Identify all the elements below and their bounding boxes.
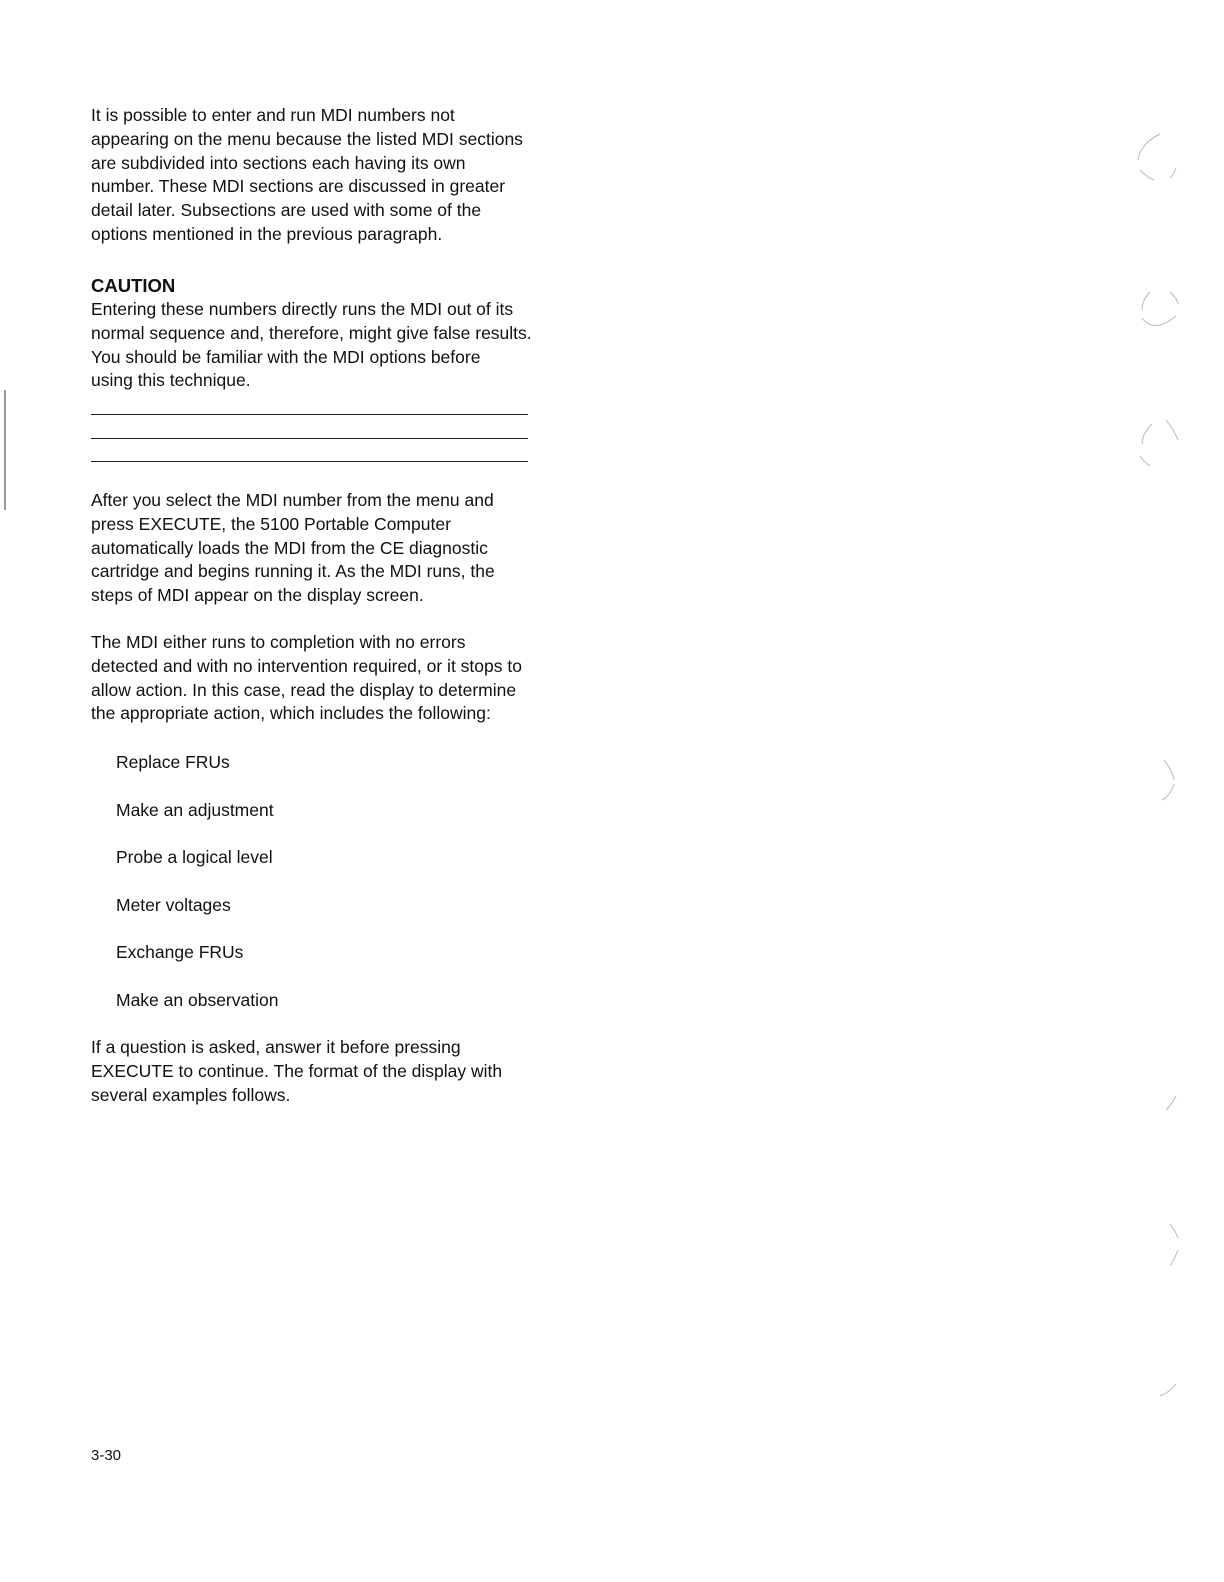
- hole-mark: [1170, 1224, 1178, 1266]
- caution-paragraph: Entering these numbers directly runs the MDI out of its normal sequence and, therefore, might give false results. You should be familiar with the MDI options before using this technique.: [91, 299, 532, 391]
- action-list: [116, 750, 278, 1036]
- hole-mark: [1140, 420, 1178, 466]
- intro-paragraph: It is possible to enter and run MDI numbers not appearing on the menu because the listed MDI sections are subdivided into sections each having its own number. These MDI sections are discussed in greater detail later. Subsections are used with some of the options mentioned in the previous paragraph.: [91, 105, 523, 244]
- list-item: Exchange FRUs: [116, 942, 244, 963]
- binder-hole-marks: [1120, 120, 1200, 1420]
- question-paragraph: If a question is asked, answer it before pressing EXECUTE to continue. The format of the display with several examples follows.: [91, 1037, 503, 1105]
- hole-mark: [1160, 1384, 1176, 1396]
- list-item: Meter voltages: [116, 894, 231, 915]
- list-item: Make an adjustment: [116, 799, 274, 820]
- caution-rule-2: [91, 438, 528, 439]
- caution-rule-1: [91, 414, 528, 415]
- list-item: Replace FRUs: [116, 752, 230, 772]
- scan-edge-mark: [4, 390, 6, 510]
- list-item: Probe a logical level: [116, 847, 273, 868]
- caution-rule-3: [91, 461, 528, 462]
- caution-heading: CAUTION: [91, 275, 176, 296]
- completion-paragraph: The MDI either runs to completion with no errors detected and with no intervention required, or it stops to allow action. In this case, read the display to determine the appropriate action, which includes the following:: [91, 632, 522, 724]
- execute-paragraph: After you select the MDI number from the menu and press EXECUTE, the 5100 Portable Computer automatically loads the MDI from the CE diagnostic cartridge and begins running it. As the MDI runs, the steps of MDI appear on the display screen.: [91, 490, 495, 606]
- list-item: Make an observation: [116, 989, 279, 1010]
- hole-mark: [1166, 1096, 1176, 1110]
- hole-mark: [1138, 134, 1176, 180]
- page-number: 3-30: [91, 1447, 122, 1464]
- hole-mark: [1142, 292, 1178, 326]
- hole-mark: [1162, 760, 1174, 800]
